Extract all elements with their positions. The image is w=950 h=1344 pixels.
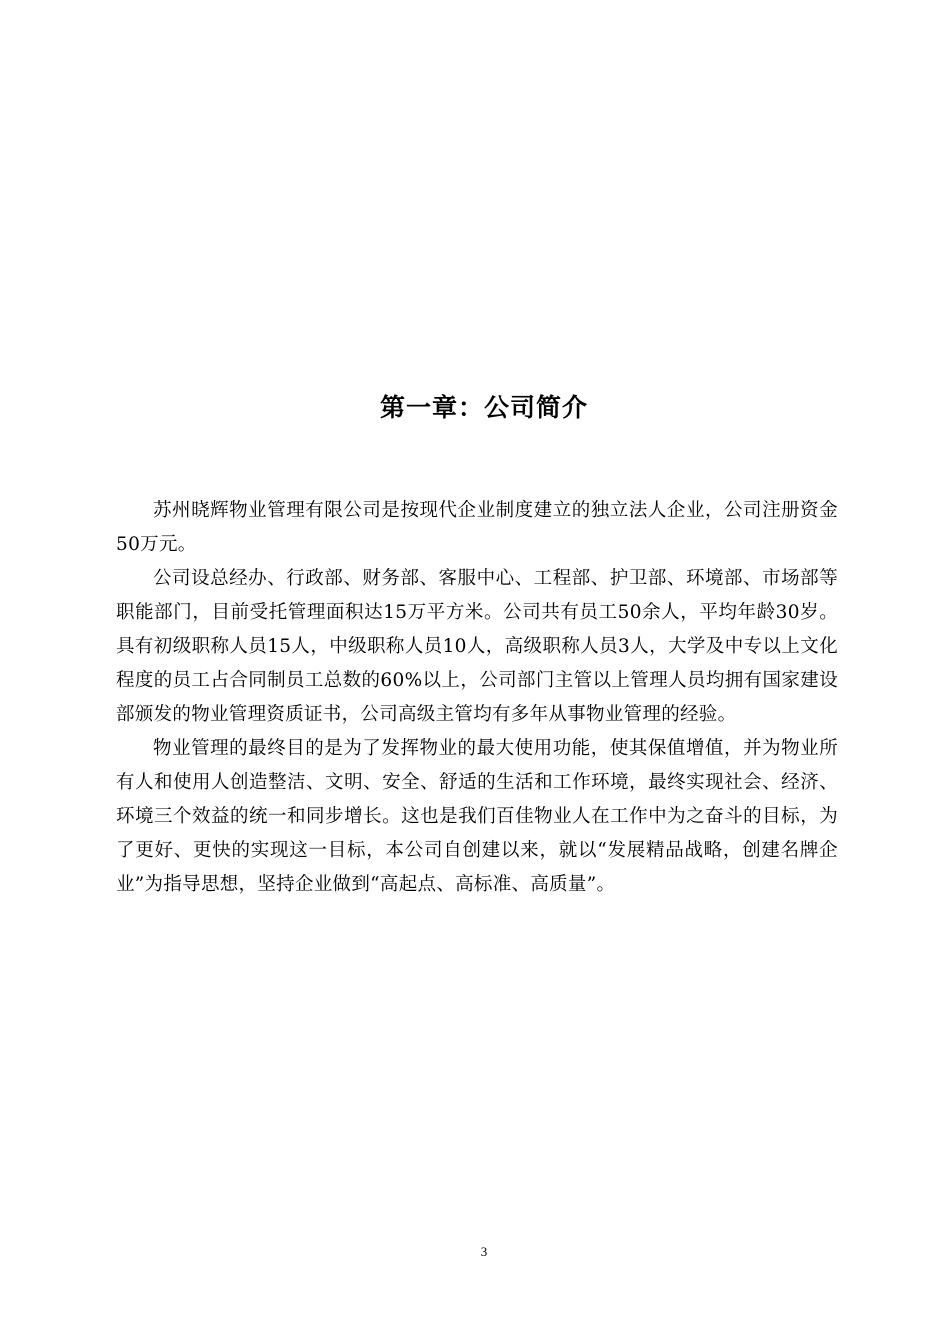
chapter-body <box>116 494 838 902</box>
page-number: 3 <box>480 1244 488 1259</box>
paragraph-departments-staff: 公司设总经办、行政部、财务部、客服中心、工程部、护卫部、环境部、市场部等职能部门，目前受托管理面积达15万平方米。公司共有员工50余人，平均年龄30岁。具有初级职称人员15人，中级职称人员10人，高级职称人员3人，大学及中专以上文化程度的员工占合同制员工总数的60%以上，公司部门主管以上管理人员均拥有国家建设部颁发的物业管理资质证书，公司高级主管均有多年从事物业管理的经验。 <box>116 568 838 725</box>
chapter-title: 第一章：公司简介 <box>379 393 588 422</box>
paragraph-management-goals: 物业管理的最终目的是为了发挥物业的最大使用功能，使其保值增值，并为物业所有人和使用人创造整洁、文明、安全、舒适的生活和工作环境，最终实现社会、经济、环境三个效益的统一和同步增长。这也是我们百佳物业人在工作中为之奋斗的目标，为了更好、更快的实现这一目标，本公司自创建以来，就以“发展精品战略，创建名牌企业”为指导思想，坚持企业做到“高起点、高标准、高质量”。 <box>116 738 838 895</box>
paragraph-company-registration: 苏州晓辉物业管理有限公司是按现代企业制度建立的独立法人企业，公司注册资金50万元。 <box>116 500 838 555</box>
